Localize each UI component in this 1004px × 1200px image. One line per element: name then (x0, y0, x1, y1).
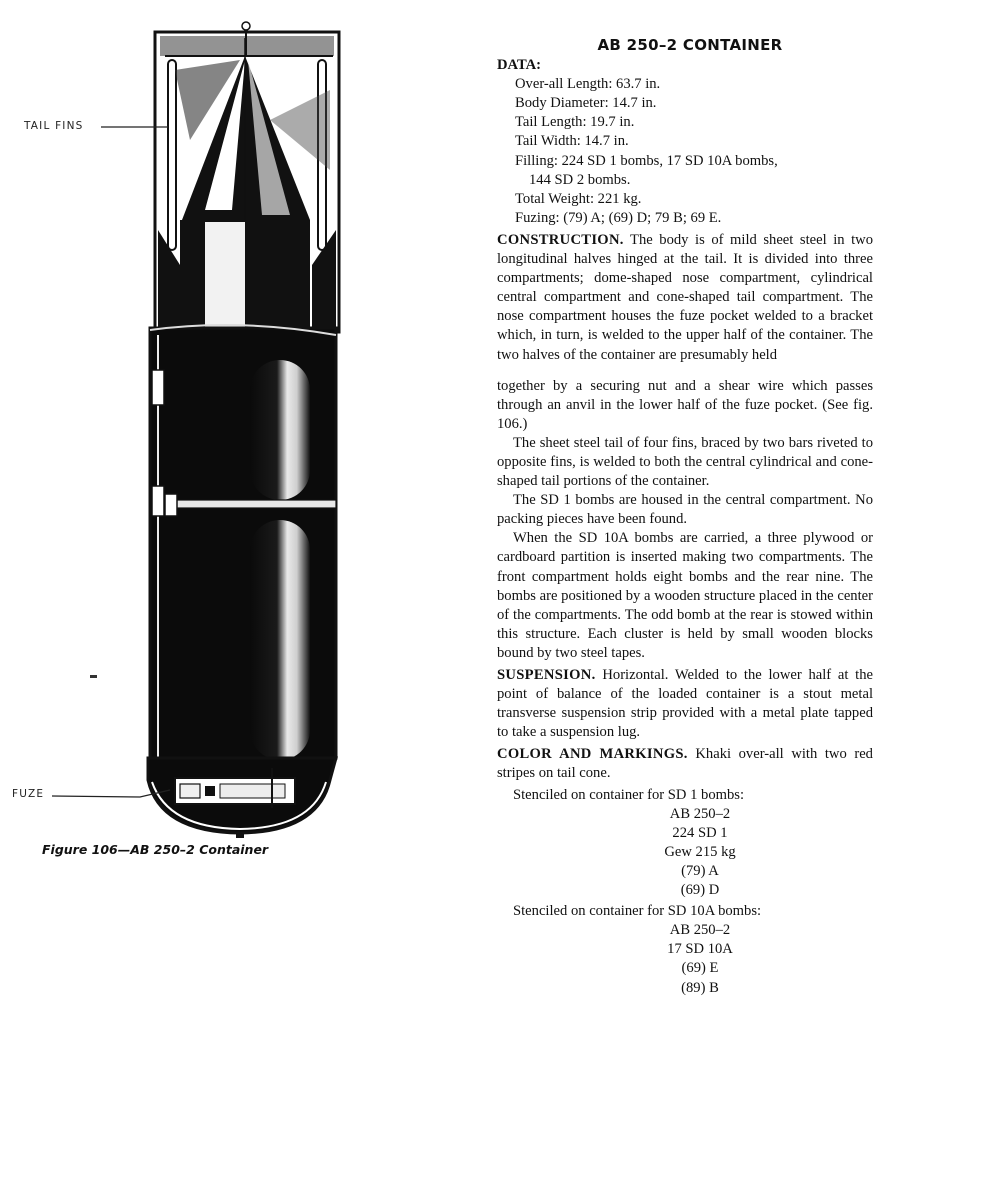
article-column (497, 36, 873, 998)
article-title: AB 250–2 CONTAINER (597, 36, 783, 54)
construction-heading: CONSTRUCTION. (497, 231, 624, 248)
body-section (150, 325, 336, 760)
stencil-sd10a-intro: Stenciled on container for SD 10A bombs: (513, 903, 762, 920)
stencil-line: AB 250–2 (669, 922, 731, 939)
data-item-filling-cont: 144 SD 2 bombs. (529, 171, 631, 188)
stencil-line: (89) B (681, 979, 719, 996)
fuze (180, 784, 200, 798)
figure-caption: Figure 106—AB 250–2 Container (42, 842, 269, 857)
stencil-line: (79) A (681, 862, 719, 879)
tail-fin-left (168, 60, 176, 250)
nose-section (148, 758, 336, 838)
data-item-diameter: Body Diameter: 14.7 in. (515, 95, 657, 112)
data-item-filling: Filling: 224 SD 1 bombs, 17 SD 10A bombs, (515, 152, 778, 169)
fuze-label: FUZE (12, 788, 45, 800)
data-item-length: Over-all Length: 63.7 in. (515, 76, 661, 93)
data-list (497, 75, 873, 228)
stencil-line: (69) E (681, 960, 719, 977)
suspension-text: Horizontal. Welded to the lower half at the point of balance of the loaded container is a stout metal transverse suspension strip provided with a metal plate tapped to take a suspension lug. (497, 667, 874, 741)
stencil-line: 224 SD 1 (672, 824, 728, 841)
tail-fins-label: TAIL FINS (24, 120, 84, 132)
container-cutaway-drawing (0, 0, 480, 900)
bomb-upper (250, 360, 310, 500)
stencil-line: 17 SD 10A (667, 941, 733, 958)
latch-upper (152, 370, 164, 405)
construction-paragraph-cont: together by a securing nut and a shear wire which passes through an anvil in the lower half of the fuze pocket. (See fig. 106.) (497, 377, 873, 432)
construction-text: The body is of mild sheet steel in two longitudinal halves hinged at the tail. It is divided into three compartments; dome-shaped nose compartment, cylindrical central compartment and cone-shaped tail compartment. The nose compartment houses the fuze pocket welded to a bracket which, in turn, is welded to the upper half of the container. The two halves of the container are presumably held (497, 231, 873, 363)
latch-lower (152, 486, 164, 516)
tail-paragraph: The sheet steel tail of four fins, braced by two bars riveted to opposite fins, is welded to both the central cylindrical and cone-shaped tail portions of the container. (497, 434, 873, 490)
stencil-line: (69) D (680, 882, 720, 899)
stencil-line: Gew 215 kg (664, 843, 736, 860)
data-item-fuzing: Fuzing: (79) A; (69) D; 79 B; 69 E. (515, 209, 722, 226)
stencil-sd10a-list (497, 921, 873, 997)
suspension-paragraph (497, 666, 873, 742)
stencil-line: AB 250–2 (669, 805, 731, 822)
suspension-heading: SUSPENSION. (497, 667, 596, 683)
color-markings-paragraph (497, 745, 873, 783)
suspension-strip (170, 500, 336, 508)
color-markings-heading: COLOR AND MARKINGS. (497, 746, 688, 763)
data-item-weight: Total Weight: 221 kg. (515, 190, 642, 207)
sd10a-paragraph: When the SD 10A bombs are carried, a three plywood or cardboard partition is inserted making two compartments. The front compartment holds eight bombs and the rear nine. The bombs are positioned by a wooden structure placed in the center of the compartments. The odd bomb at the rear is stowed within this structure. Each cluster is held by small wooden blocks bound by two steel tapes. (497, 530, 873, 661)
data-heading: DATA: (497, 57, 542, 74)
tail-section (155, 22, 339, 332)
bomb-lower (250, 520, 310, 760)
sd1-paragraph: The SD 1 bombs are housed in the central compartment. No packing pieces have been found. (497, 492, 873, 528)
construction-paragraph (497, 231, 873, 365)
stencil-sd1-list (497, 805, 873, 900)
data-item-tail-width: Tail Width: 14.7 in. (515, 133, 629, 150)
color-markings-text: Khaki over-all with two red stripes on tail cone. (497, 746, 873, 782)
stencil-sd1-intro: Stenciled on container for SD 1 bombs: (513, 786, 745, 803)
data-item-tail-length: Tail Length: 19.7 in. (515, 114, 635, 131)
figure-106 (0, 0, 480, 900)
